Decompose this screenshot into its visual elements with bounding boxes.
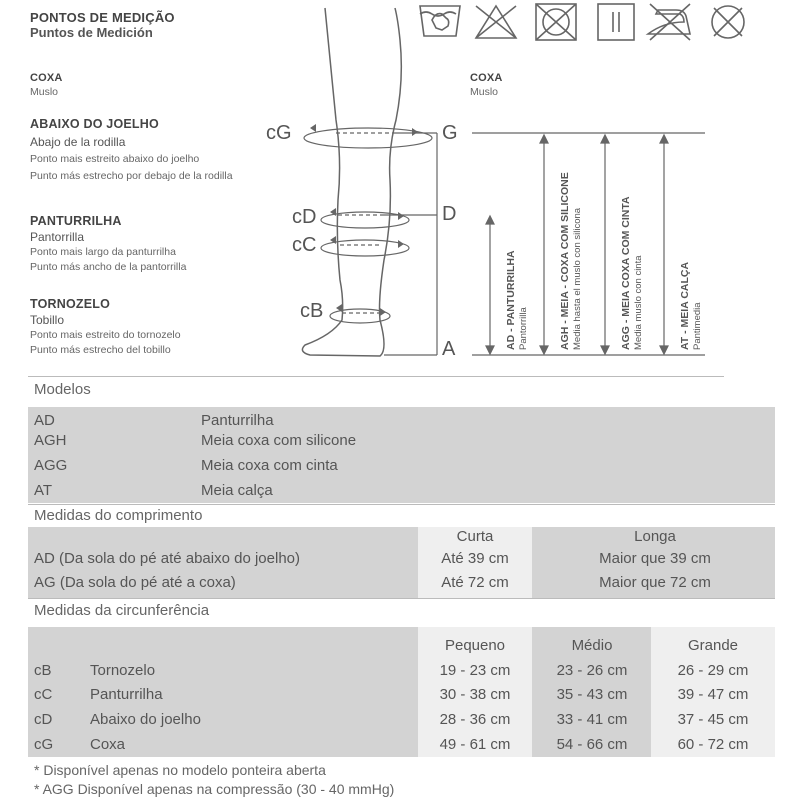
- model-code: AGG: [34, 457, 68, 474]
- point-coxa-es: Muslo: [30, 86, 59, 98]
- length-title: Medidas do comprimento: [34, 507, 203, 524]
- length-row-curta: Até 39 cm: [441, 550, 509, 567]
- circ-row-p: 28 - 36 cm: [439, 711, 511, 728]
- circ-header-medio: Médio: [571, 637, 613, 654]
- arrow-agh-label: AGH - MEIA - COXA COM SILICONE: [559, 172, 571, 350]
- arrow-ad-sub: Pantorrilla: [518, 307, 529, 350]
- divider: [28, 376, 724, 377]
- circ-row-m: 35 - 43 cm: [556, 686, 628, 703]
- point-joelho-label: ABAIXO DO JOELHO: [30, 117, 159, 131]
- circ-row-code: cG: [34, 736, 54, 753]
- circ-row-name: Coxa: [90, 736, 126, 753]
- right-coxa-label: COXA: [470, 72, 503, 84]
- length-row-label: AG (Da sola do pé até a coxa): [34, 574, 236, 591]
- circ-row-code: cB: [34, 662, 52, 679]
- circ-row-p: 30 - 38 cm: [439, 686, 511, 703]
- circ-row-name: Abaixo do joelho: [90, 711, 201, 728]
- circ-row-name: Panturrilha: [90, 686, 163, 703]
- circ-row-code: cD: [34, 711, 53, 728]
- measure-title-es: Puntos de Medición: [30, 25, 153, 40]
- point-tornozelo-desc-pt: Ponto mais estreito do tornozelo: [30, 329, 181, 341]
- circ-header-grande: Grande: [687, 637, 739, 654]
- point-panturrilha-desc-pt: Ponto mais largo da panturrilha: [30, 246, 176, 258]
- level-g-label: G: [442, 122, 458, 144]
- models-title: Modelos: [34, 381, 91, 398]
- length-header-curta: Curta: [456, 528, 494, 545]
- length-row-curta: Até 72 cm: [441, 574, 509, 591]
- arrow-agh-sub: Media hasta el muslo con silicona: [572, 207, 583, 350]
- point-panturrilha-label: PANTURRILHA: [30, 214, 122, 228]
- point-panturrilha-es: Pantorrilla: [30, 230, 85, 244]
- length-row-longa: Maior que 72 cm: [599, 574, 711, 591]
- circ-row-g: 60 - 72 cm: [677, 736, 749, 753]
- model-code: AD: [34, 412, 55, 429]
- circ-row-code: cC: [34, 686, 53, 703]
- circ-row-m: 33 - 41 cm: [556, 711, 628, 728]
- arrow-agg-sub: Media muslo con cinta: [633, 255, 644, 350]
- length-row-longa: Maior que 39 cm: [599, 550, 711, 567]
- circ-title: Medidas da circunferência: [34, 602, 210, 619]
- cg-label: cG: [266, 122, 292, 144]
- circ-row-g: 39 - 47 cm: [677, 686, 749, 703]
- point-tornozelo-desc-es: Punto más estrecho del tobillo: [30, 344, 171, 356]
- point-tornozelo-label: TORNOZELO: [30, 297, 111, 311]
- arrow-labels: [0, 0, 800, 380]
- model-name: Panturrilha: [201, 412, 274, 429]
- circ-row-g: 37 - 45 cm: [677, 711, 749, 728]
- circ-row-p: 49 - 61 cm: [439, 736, 511, 753]
- model-code: AGH: [34, 432, 67, 449]
- divider: [28, 598, 775, 599]
- arrow-agg-label: AGG - MEIA COXA COM CINTA: [620, 196, 632, 350]
- model-name: Meia coxa com silicone: [201, 432, 357, 449]
- model-name: Meia calça: [201, 482, 273, 499]
- level-a-label: A: [442, 338, 456, 360]
- model-name: Meia coxa com cinta: [201, 457, 338, 474]
- circ-row-g: 26 - 29 cm: [677, 662, 749, 679]
- circ-row-m: 23 - 26 cm: [556, 662, 628, 679]
- model-code: AT: [34, 482, 53, 499]
- point-joelho-desc-es: Punto más estrecho por debajo de la rodilla: [30, 170, 233, 182]
- models-table: [28, 407, 775, 503]
- point-tornozelo-es: Tobillo: [30, 313, 65, 327]
- circ-row-name: Tornozelo: [90, 662, 156, 679]
- arrow-at-sub: Pantimedia: [692, 302, 703, 350]
- arrow-ad-label: AD - PANTURRILHA: [505, 250, 517, 350]
- point-joelho-es: Abajo de la rodilla: [30, 135, 126, 149]
- arrow-at-label: AT - MEIA CALÇA: [679, 261, 691, 350]
- cd-label: cD: [292, 206, 317, 228]
- measure-title: PONTOS DE MEDIÇÃO: [30, 10, 175, 25]
- divider: [28, 504, 775, 505]
- cb-label: cB: [300, 300, 324, 322]
- level-d-label: D: [442, 203, 457, 225]
- point-panturrilha-desc-es: Punto más ancho de la pantorrilla: [30, 261, 187, 273]
- point-joelho-desc-pt: Ponto mais estreito abaixo do joelho: [30, 153, 200, 165]
- circ-row-m: 54 - 66 cm: [556, 736, 628, 753]
- right-muslo-label: Muslo: [470, 86, 499, 98]
- footnote: * AGG Disponível apenas na compressão (30 - 40 mmHg): [34, 781, 395, 797]
- footnote: * Disponível apenas no modelo ponteira aberta: [34, 762, 326, 778]
- circ-header-pequeno: Pequeno: [444, 637, 506, 654]
- circ-row-p: 19 - 23 cm: [439, 662, 511, 679]
- length-header-longa: Longa: [634, 528, 676, 545]
- cc-label: cC: [292, 234, 317, 256]
- length-row-label: AD (Da sola do pé até abaixo do joelho): [34, 550, 301, 567]
- point-coxa-label: COXA: [30, 72, 63, 84]
